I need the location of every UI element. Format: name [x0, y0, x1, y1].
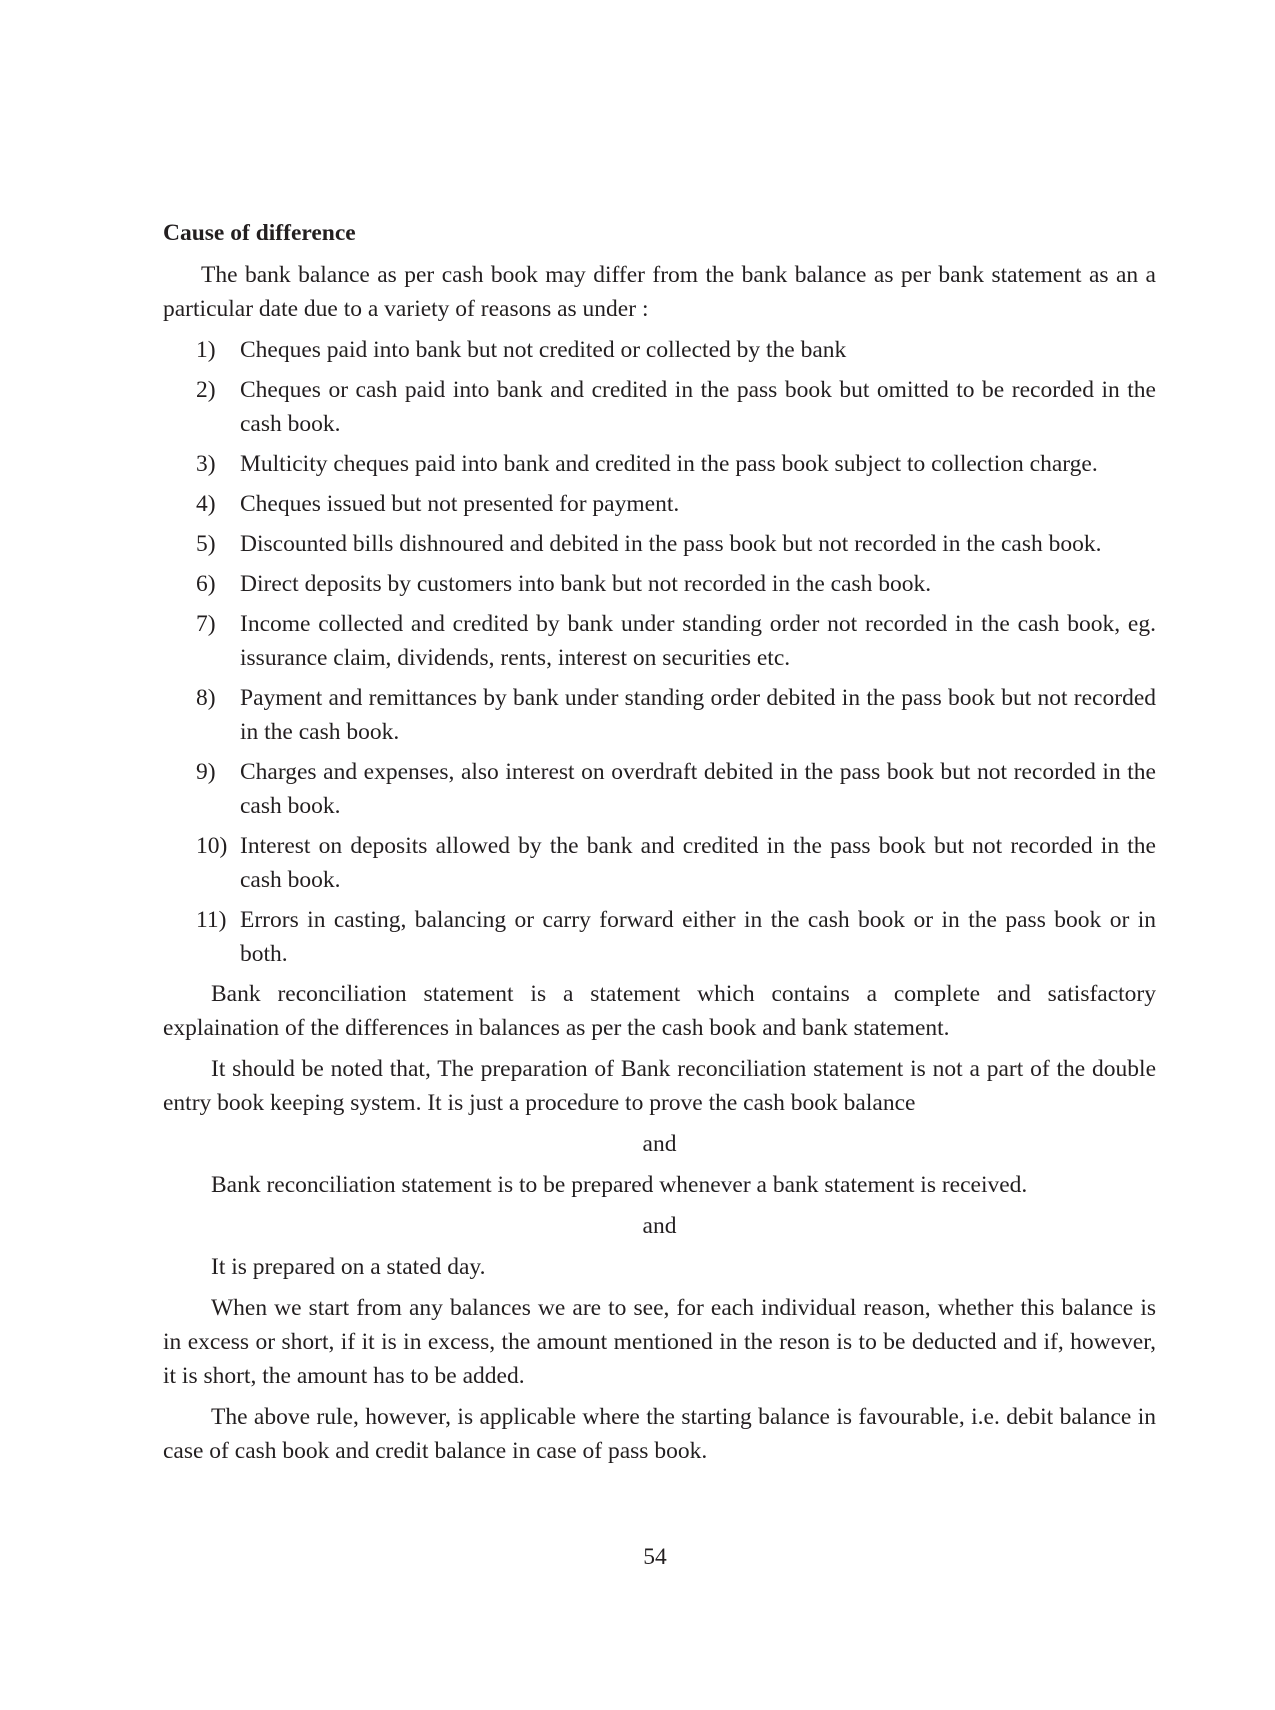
reasons-list — [163, 333, 1156, 971]
list-item — [163, 527, 1156, 561]
page-body — [163, 216, 1156, 1475]
list-item-number: 7) — [196, 611, 216, 637]
list-item-text: Charges and expenses, also interest on overdraft debited in the pass book but not recorded in the cash book. — [240, 759, 1156, 819]
list-item-text: Discounted bills dishnoured and debited in the pass book but not recorded in the cash book. — [240, 531, 1102, 557]
list-item — [163, 447, 1156, 481]
list-item-text: Payment and remittances by bank under standing order debited in the pass book but not recorded in the cash book. — [240, 685, 1156, 745]
rule-paragraph: When we start from any balances we are to see, for each individual reason, whether this balance is in excess or short, if it is in excess, the amount mentioned in the reson is to be deducted and if, however, it is short, the amount has to be added. — [163, 1295, 1156, 1389]
list-item-number: 11) — [196, 907, 227, 933]
list-item-number: 4) — [196, 491, 216, 517]
list-item-number: 10) — [196, 833, 228, 859]
list-item-number: 6) — [196, 571, 216, 597]
list-item-text: Multicity cheques paid into bank and credited in the pass book subject to collection charge. — [240, 451, 1098, 477]
list-item-number: 1) — [196, 337, 216, 363]
list-item — [163, 681, 1156, 749]
list-item-text: Direct deposits by customers into bank but not recorded in the cash book. — [240, 571, 932, 597]
list-item — [163, 829, 1156, 897]
list-item — [163, 567, 1156, 601]
list-item — [163, 333, 1156, 367]
note-paragraph: It should be noted that, The preparation of Bank reconciliation statement is not a part of the double entry book keeping system. It is just a procedure to prove the cash book balance — [163, 1056, 1156, 1116]
page-number: 54 — [643, 1544, 667, 1570]
list-item-text: Interest on deposits allowed by the bank and credited in the pass book but not recorded in the cash book. — [240, 833, 1156, 893]
list-item — [163, 373, 1156, 441]
list-item-text: Cheques paid into bank but not credited or collected by the bank — [240, 337, 847, 363]
list-item — [163, 607, 1156, 675]
list-item — [163, 755, 1156, 823]
intro-paragraph: The bank balance as per cash book may differ from the bank balance as per bank statement as an a particular date due to a variety of reasons as under : — [163, 262, 1156, 322]
and-connector: and — [642, 1131, 677, 1157]
list-item-number: 5) — [196, 531, 216, 557]
list-item-text: Errors in casting, balancing or carry forward either in the cash book or in the pass book or in both. — [240, 907, 1156, 967]
list-item-text: Income collected and credited by bank under standing order not recorded in the cash book, eg. issurance claim, dividends, rents, interest on securities etc. — [240, 611, 1156, 671]
section-heading: Cause of difference — [163, 220, 356, 246]
list-item — [163, 903, 1156, 971]
list-item — [163, 487, 1156, 521]
list-item-number: 2) — [196, 377, 216, 403]
list-item-text: Cheques issued but not presented for payment. — [240, 491, 680, 517]
list-item-text: Cheques or cash paid into bank and credited in the pass book but omitted to be recorded in the cash book. — [240, 377, 1156, 437]
list-item-number: 9) — [196, 759, 216, 785]
and-connector: and — [642, 1213, 677, 1239]
list-item-number: 3) — [196, 451, 216, 477]
stated-day-paragraph: It is prepared on a stated day. — [211, 1254, 486, 1280]
applicable-paragraph: The above rule, however, is applicable where the starting balance is favourable, i.e. debit balance in case of cash book and credit balance in case of pass book. — [163, 1404, 1156, 1464]
list-item-number: 8) — [196, 685, 216, 711]
prepared-when-paragraph: Bank reconciliation statement is to be prepared whenever a bank statement is received. — [211, 1172, 1028, 1198]
definition-paragraph: Bank reconciliation statement is a statement which contains a complete and satisfactory explaination of the differences in balances as per the cash book and bank statement. — [163, 981, 1156, 1041]
